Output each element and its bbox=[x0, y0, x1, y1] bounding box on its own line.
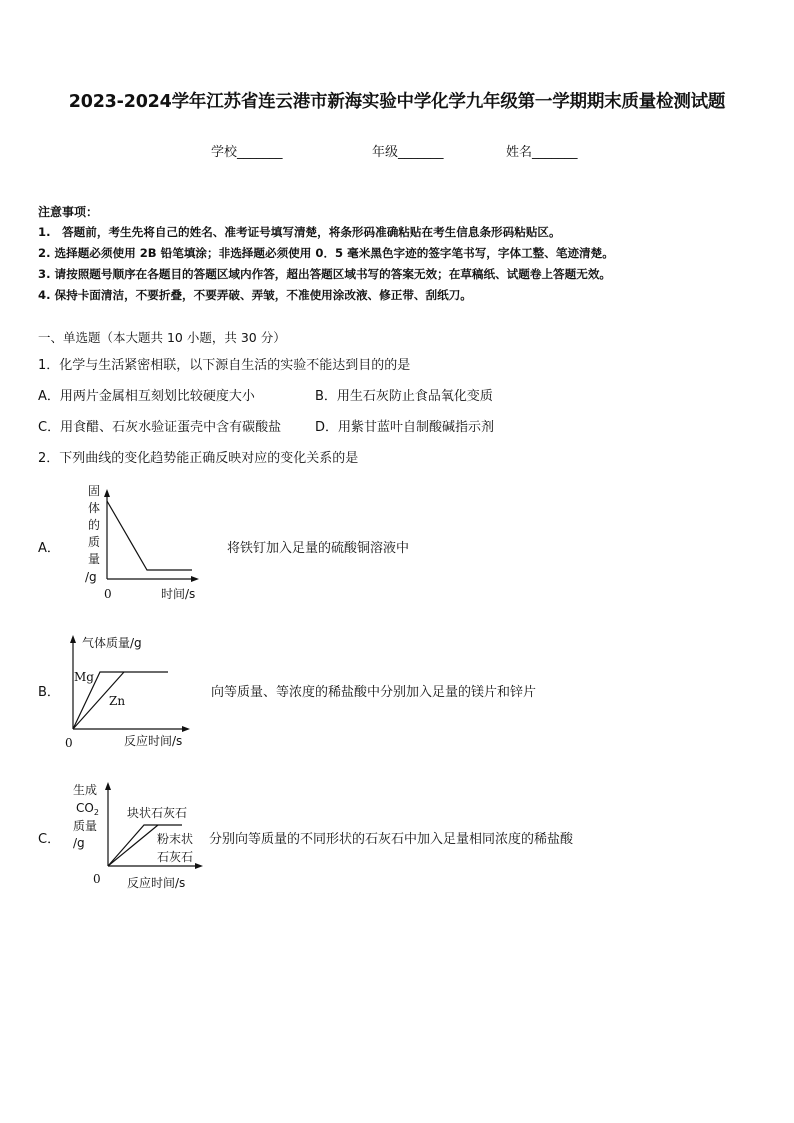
graph-a-ylabel-char: 固 bbox=[88, 484, 101, 498]
graph-a-ylabel-char: /g bbox=[85, 570, 97, 584]
question-2-option-a-graph bbox=[70, 478, 210, 606]
graph-c-ylabel: CO bbox=[76, 801, 94, 815]
question-1-option-d: D．用紫甘蓝叶自制酸碱指示剂 bbox=[315, 420, 495, 435]
graph-c-lump-curve bbox=[108, 825, 158, 866]
graph-a-ylabel-char: 质 bbox=[88, 535, 101, 549]
grade-field: 年级_______ bbox=[372, 145, 444, 160]
name-field: 姓名_______ bbox=[506, 145, 578, 160]
section-heading: 一、单选题（本大题共 10 小题，共 30 分） bbox=[38, 330, 286, 345]
graph-a-xlabel: 时间/s bbox=[161, 587, 196, 601]
graph-b-series-label-mg: Mg bbox=[74, 670, 94, 684]
graph-a-ylabel-char: 的 bbox=[88, 518, 101, 532]
question-2-option-a-letter: A． bbox=[38, 541, 60, 556]
notes-heading: 注意事项： bbox=[38, 205, 99, 219]
graph-b-ylabel: 气体质量/g bbox=[82, 636, 142, 650]
question-1-option-b: B．用生石灰防止食品氧化变质 bbox=[315, 389, 493, 404]
page-title: 2023-2024学年江苏省连云港市新海实验中学化学九年级第一学期期末质量检测试题 bbox=[68, 92, 726, 112]
graph-a-curve bbox=[107, 501, 192, 570]
question-2-option-c-graph bbox=[70, 775, 210, 893]
note-item: 3. 请按照题号顺序在各题目的答题区域内作答，超出答题区域书写的答案无效；在草稿纸、试题卷上答题无效。 bbox=[38, 267, 612, 281]
graph-a-ylabel-char: 体 bbox=[88, 501, 101, 515]
graph-c-ylabel-sub: 2 bbox=[93, 808, 99, 817]
question-2-stem: 2．下列曲线的变化趋势能正确反映对应的变化关系的是 bbox=[38, 451, 359, 466]
note-item: 4. 保持卡面清洁，不要折叠，不要弄破、弄皱，不准使用涂改液、修正带、刮纸刀。 bbox=[38, 288, 472, 302]
question-2-option-b-desc: 向等质量、等浓度的稀盐酸中分别加入足量的镁片和锌片 bbox=[211, 685, 537, 700]
note-item: 1. 答题前，考生先将自己的姓名、准考证号填写清楚，将条形码准确粘贴在考生信息条形码粘贴区。 bbox=[38, 225, 561, 239]
graph-c-x-arrow bbox=[195, 863, 203, 869]
graph-c-ylabel: 生成 bbox=[73, 783, 98, 797]
school-field: 学校_______ bbox=[211, 145, 283, 160]
graph-c-series-label-powder: 石灰石 bbox=[157, 850, 194, 864]
graph-a-x-arrow bbox=[191, 576, 199, 582]
note-item: 2. 选择题必须使用 2B 铅笔填涂；非选择题必须使用 0．5 毫米黑色字迹的签字笔书写，字体工整、笔迹清楚。 bbox=[38, 246, 614, 260]
graph-c-series-label-powder: 粉末状 bbox=[157, 832, 194, 846]
graph-c-ylabel: 质量 bbox=[73, 819, 98, 833]
graph-a-y-arrow bbox=[104, 489, 110, 497]
question-2-option-c-letter: C． bbox=[38, 832, 61, 847]
graph-b-xlabel: 反应时间/s bbox=[124, 734, 183, 748]
graph-c-xlabel: 反应时间/s bbox=[127, 876, 186, 890]
question-1-stem: 1．化学与生活紧密相联，以下源自生活的实验不能达到目的的是 bbox=[38, 358, 411, 373]
question-2-option-c-desc: 分别向等质量的不同形状的石灰石中加入足量相同浓度的稀盐酸 bbox=[209, 832, 574, 847]
question-1-option-a: A．用两片金属相互刻划比较硬度大小 bbox=[38, 389, 255, 404]
graph-b-x-arrow bbox=[182, 726, 190, 732]
question-2-option-b-graph bbox=[60, 628, 205, 752]
graph-c-series-label-lump: 块状石灰石 bbox=[127, 806, 188, 820]
question-2-option-a-desc: 将铁钉加入足量的硫酸铜溶液中 bbox=[227, 541, 410, 556]
svg-text:CO2 bbox=[76, 801, 99, 817]
question-2-option-b-letter: B． bbox=[38, 685, 60, 700]
graph-a-origin: 0 bbox=[104, 587, 112, 601]
graph-b-origin: 0 bbox=[65, 736, 73, 750]
graph-c-origin: 0 bbox=[93, 872, 101, 886]
graph-b-y-arrow bbox=[70, 635, 76, 643]
graph-c-ylabel: /g bbox=[73, 836, 85, 850]
graph-c-y-arrow bbox=[105, 782, 111, 790]
question-1-option-c: C．用食醋、石灰水验证蛋壳中含有碳酸盐 bbox=[38, 420, 282, 435]
graph-b-series-label-zn: Zn bbox=[109, 694, 126, 708]
graph-a-ylabel-char: 量 bbox=[88, 552, 101, 566]
